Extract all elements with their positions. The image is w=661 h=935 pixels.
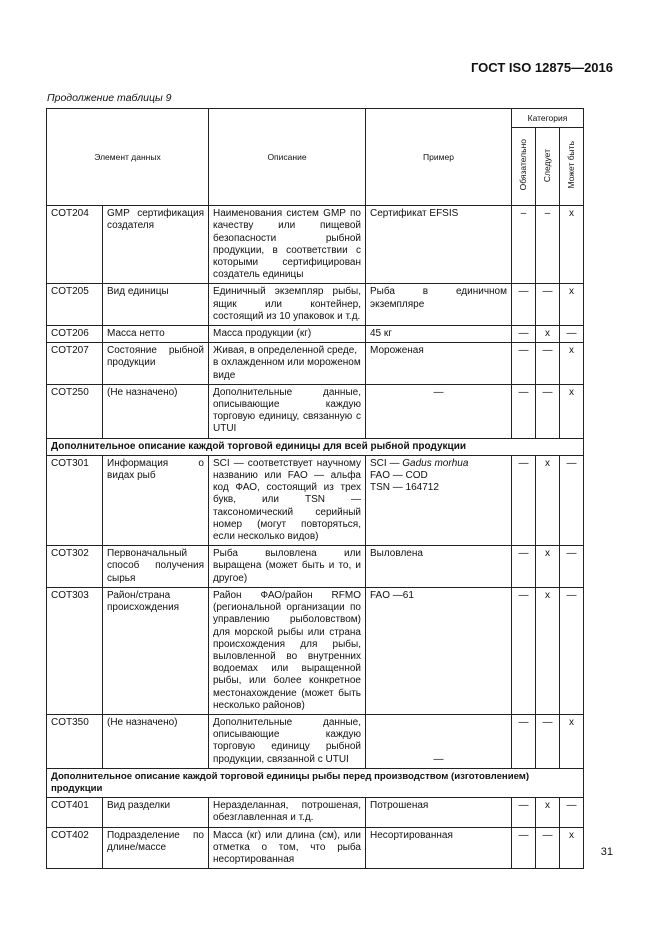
row-desc: Единичный экземпляр рыбы, ящик или контейнер, состоящий из 10 упаковок и т.д. bbox=[209, 284, 366, 326]
row-name: Район/страна происхождения bbox=[103, 587, 209, 714]
row-example: FAO —61 bbox=[366, 587, 512, 714]
row-code: COT205 bbox=[47, 284, 103, 326]
row-may: x bbox=[560, 714, 584, 768]
row-example: — bbox=[366, 384, 512, 438]
row-may: x bbox=[560, 827, 584, 869]
row-example: 45 кг bbox=[366, 326, 512, 343]
row-code: COT402 bbox=[47, 827, 103, 869]
example-sci-label: SCI — bbox=[370, 457, 403, 469]
col-element: Элемент данных bbox=[47, 109, 209, 206]
section-heading-row bbox=[47, 768, 584, 797]
row-mandatory: — bbox=[512, 714, 536, 768]
row-mandatory: — bbox=[512, 343, 536, 385]
row-may: — bbox=[560, 326, 584, 343]
row-code: COT303 bbox=[47, 587, 103, 714]
row-may: — bbox=[560, 455, 584, 545]
col-may: Может быть bbox=[560, 128, 584, 206]
row-should: — bbox=[536, 384, 560, 438]
row-mandatory: — bbox=[512, 384, 536, 438]
row-should: — bbox=[536, 284, 560, 326]
example-sci-name: Gadus morhua bbox=[402, 457, 469, 469]
row-mandatory: — bbox=[512, 827, 536, 869]
table-row bbox=[47, 798, 584, 827]
example-fao: FAO — COD bbox=[370, 470, 428, 482]
row-may: — bbox=[560, 587, 584, 714]
table-row bbox=[47, 206, 584, 284]
row-mandatory: — bbox=[512, 326, 536, 343]
table-row bbox=[47, 326, 584, 343]
row-mandatory: — bbox=[512, 587, 536, 714]
row-name: Вид единицы bbox=[103, 284, 209, 326]
row-example: Мороженая bbox=[366, 343, 512, 385]
table-header-row bbox=[47, 109, 584, 128]
row-desc: Масса (кг) или длина (см), или отметка о том, что рыба несортированная bbox=[209, 827, 366, 869]
row-desc: Дополнительные данные, описывающие каждую торговую единицу, связанную с UTUI bbox=[209, 384, 366, 438]
table-row bbox=[47, 455, 584, 545]
row-may: x bbox=[560, 284, 584, 326]
row-code: COT250 bbox=[47, 384, 103, 438]
col-should: Следует bbox=[536, 128, 560, 206]
section-heading: Дополнительное описание каждой торговой единицы рыбы перед производством (изготовлением) продукции bbox=[47, 768, 584, 797]
row-should: x bbox=[536, 587, 560, 714]
row-should: — bbox=[536, 827, 560, 869]
row-mandatory: – bbox=[512, 206, 536, 284]
row-should: x bbox=[536, 326, 560, 343]
table-row bbox=[47, 343, 584, 385]
row-code: COT302 bbox=[47, 546, 103, 588]
row-may: — bbox=[560, 546, 584, 588]
row-desc: Дополнительные данные, описывающие каждую торговую единицу рыбной продукции, связанной с UTUI bbox=[209, 714, 366, 768]
table-row bbox=[47, 284, 584, 326]
row-example: Несортированная bbox=[366, 827, 512, 869]
row-mandatory: — bbox=[512, 798, 536, 827]
row-example: — bbox=[366, 714, 512, 768]
row-code: COT401 bbox=[47, 798, 103, 827]
row-should: x bbox=[536, 798, 560, 827]
row-mandatory: — bbox=[512, 546, 536, 588]
table-row bbox=[47, 587, 584, 714]
table-caption: Продолжение таблицы 9 bbox=[47, 92, 172, 104]
table-row bbox=[47, 827, 584, 869]
standard-header: ГОСТ ISO 12875—2016 bbox=[470, 60, 613, 75]
row-name: Информация о видах рыб bbox=[103, 455, 209, 545]
section-heading-row bbox=[47, 438, 584, 455]
col-description: Описание bbox=[209, 109, 366, 206]
table-row bbox=[47, 546, 584, 588]
row-may: x bbox=[560, 343, 584, 385]
row-should: x bbox=[536, 546, 560, 588]
row-example: Потрошеная bbox=[366, 798, 512, 827]
page-number: 31 bbox=[600, 846, 613, 858]
row-may: x bbox=[560, 384, 584, 438]
table-row bbox=[47, 714, 584, 768]
row-name: Первоначальный способ получения сырья bbox=[103, 546, 209, 588]
row-example bbox=[366, 455, 512, 545]
row-may: x bbox=[560, 206, 584, 284]
row-desc: Масса продукции (кг) bbox=[209, 326, 366, 343]
row-name: Состояние рыбной продукции bbox=[103, 343, 209, 385]
row-should: – bbox=[536, 206, 560, 284]
row-code: COT207 bbox=[47, 343, 103, 385]
row-desc: Неразделанная, потрошеная, обезглавленная и т.д. bbox=[209, 798, 366, 827]
section-heading: Дополнительное описание каждой торговой единицы для всей рыбной продукции bbox=[47, 438, 584, 455]
row-name: Вид разделки bbox=[103, 798, 209, 827]
row-mandatory: — bbox=[512, 455, 536, 545]
row-name: (Не назначено) bbox=[103, 714, 209, 768]
row-code: COT206 bbox=[47, 326, 103, 343]
row-example: Сертификат EFSIS bbox=[366, 206, 512, 284]
row-desc: Живая, в определенной среде, в охлажденном или мороженом виде bbox=[209, 343, 366, 385]
row-example: Рыба в единичном экземпляре bbox=[366, 284, 512, 326]
row-desc: Наименования систем GMP по качеству или пищевой безопасности рыбной продукции, в соответствии с которыми сертифицирован создатель единицы bbox=[209, 206, 366, 284]
data-table bbox=[46, 108, 584, 869]
row-code: COT204 bbox=[47, 206, 103, 284]
col-category: Категория bbox=[512, 109, 584, 128]
col-example: Пример bbox=[366, 109, 512, 206]
row-should: — bbox=[536, 343, 560, 385]
example-tsn: TSN — 164712 bbox=[370, 482, 439, 494]
row-desc: Район ФАО/район RFMO (региональной организации по управлению рыболовством) для морской рыбы или страна происхождения для рыбы, выловленной во внутренних водоемах или выращенной рыбы, или более конкретное местонахождение (может быть несколько районов) bbox=[209, 587, 366, 714]
row-desc: SCI — соответствует научному названию или FAO — альфа код ФАО, состоящий из трех букв, или TSN — таксономический серийный номер (могут повторяться, если несколько видов) bbox=[209, 455, 366, 545]
row-code: COT301 bbox=[47, 455, 103, 545]
row-example: Выловлена bbox=[366, 546, 512, 588]
col-mandatory: Обязательно bbox=[512, 128, 536, 206]
row-name: (Не назначено) bbox=[103, 384, 209, 438]
row-should: x bbox=[536, 455, 560, 545]
row-mandatory: — bbox=[512, 284, 536, 326]
row-may: — bbox=[560, 798, 584, 827]
row-desc: Рыба выловлена или выращена (может быть и то, и другое) bbox=[209, 546, 366, 588]
table-row bbox=[47, 384, 584, 438]
row-name: GMP сертификация создателя bbox=[103, 206, 209, 284]
row-name: Масса нетто bbox=[103, 326, 209, 343]
row-name: Подразделение по длине/массе bbox=[103, 827, 209, 869]
row-should: — bbox=[536, 714, 560, 768]
row-code: COT350 bbox=[47, 714, 103, 768]
